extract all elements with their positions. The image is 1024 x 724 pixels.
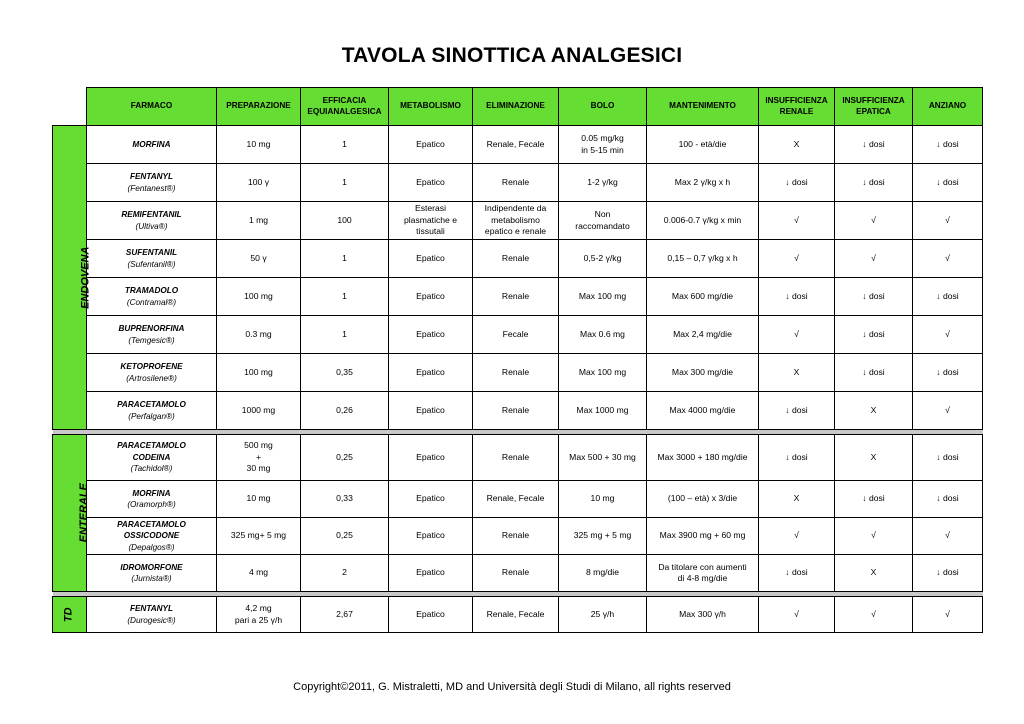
cell-efficacia: 2,67 bbox=[301, 597, 389, 633]
table-row bbox=[53, 597, 983, 633]
cell-metabolismo: Epatico bbox=[389, 555, 473, 592]
cell-eliminazione: Indipendente da metabolismo epatico e renale bbox=[473, 202, 559, 240]
cell-efficacia: 0,33 bbox=[301, 481, 389, 518]
cell-bolo: 1-2 γ/kg bbox=[559, 164, 647, 202]
table-row bbox=[53, 481, 983, 518]
drug-cell bbox=[87, 518, 217, 555]
cell-efficacia: 0,26 bbox=[301, 392, 389, 430]
cell-bolo: Max 100 mg bbox=[559, 278, 647, 316]
cell-anziano: √ bbox=[913, 202, 983, 240]
cell-insufficienza-renale: ↓ dosi bbox=[759, 278, 835, 316]
drug-brand: (Tachidol®) bbox=[130, 464, 173, 474]
cell-insufficienza-epatica: X bbox=[835, 392, 913, 430]
cell-anziano: √ bbox=[913, 392, 983, 430]
cell-insufficienza-renale: √ bbox=[759, 597, 835, 633]
cell-preparazione: 50 γ bbox=[217, 240, 301, 278]
cell-insufficienza-renale: X bbox=[759, 126, 835, 164]
header-row bbox=[53, 88, 983, 126]
drug-name: BUPRENORFINA bbox=[118, 324, 185, 333]
route-group-endovena bbox=[53, 126, 92, 430]
drug-name: PARACETAMOLO CODEINA bbox=[117, 441, 186, 462]
cell-bolo: Max 0.6 mg bbox=[559, 316, 647, 354]
cell-preparazione: 100 mg bbox=[217, 354, 301, 392]
drug-name: TRAMADOLO bbox=[124, 286, 179, 295]
table-row bbox=[53, 278, 983, 316]
table-row bbox=[53, 392, 983, 430]
cell-efficacia: 1 bbox=[301, 240, 389, 278]
cell-eliminazione: Renale bbox=[473, 555, 559, 592]
table-row bbox=[53, 164, 983, 202]
cell-eliminazione: Renale, Fecale bbox=[473, 597, 559, 633]
cell-metabolismo: Epatico bbox=[389, 164, 473, 202]
cell-insufficienza-renale: √ bbox=[759, 518, 835, 555]
cell-bolo: 25 γ/h bbox=[559, 597, 647, 633]
table-row bbox=[53, 126, 983, 164]
drug-name: PARACETAMOLO bbox=[117, 400, 186, 409]
cell-eliminazione: Renale bbox=[473, 518, 559, 555]
cell-bolo: 8 mg/die bbox=[559, 555, 647, 592]
header-insufficienza-renale: INSUFFICIENZA RENALE bbox=[759, 88, 835, 126]
cell-efficacia: 1 bbox=[301, 126, 389, 164]
drug-brand: (Fentanest®) bbox=[127, 183, 176, 193]
cell-preparazione: 4,2 mg pari a 25 γ/h bbox=[217, 597, 301, 633]
cell-bolo: Max 1000 mg bbox=[559, 392, 647, 430]
cell-insufficienza-renale: X bbox=[759, 354, 835, 392]
cell-efficacia: 0,25 bbox=[301, 518, 389, 555]
cell-mantenimento: Max 300 γ/h bbox=[647, 597, 759, 633]
cell-eliminazione: Renale, Fecale bbox=[473, 481, 559, 518]
cell-eliminazione: Renale bbox=[473, 278, 559, 316]
header-efficacia: EFFICACIA EQUIANALGESICA bbox=[301, 88, 389, 126]
cell-mantenimento: Max 4000 mg/die bbox=[647, 392, 759, 430]
cell-anziano: √ bbox=[913, 518, 983, 555]
cell-insufficienza-renale: ↓ dosi bbox=[759, 435, 835, 481]
drug-name: FENTANYL bbox=[129, 604, 174, 613]
table-row bbox=[53, 518, 983, 555]
drug-cell bbox=[87, 316, 217, 354]
table-row bbox=[53, 555, 983, 592]
drug-cell bbox=[87, 164, 217, 202]
drug-name: MORFINA bbox=[132, 139, 171, 149]
cell-metabolismo: Epatico bbox=[389, 278, 473, 316]
cell-preparazione: 500 mg + 30 mg bbox=[217, 435, 301, 481]
cell-efficacia: 0,25 bbox=[301, 435, 389, 481]
drug-name: PARACETAMOLO OSSICODONE bbox=[117, 519, 186, 541]
route-label: ENTERALE bbox=[77, 483, 90, 543]
cell-metabolismo: Epatico bbox=[389, 240, 473, 278]
cell-efficacia: 2 bbox=[301, 555, 389, 592]
cell-metabolismo: Esterasi plasmatiche e tissutali bbox=[389, 202, 473, 240]
cell-eliminazione: Renale bbox=[473, 435, 559, 481]
route-label: TD bbox=[62, 607, 75, 622]
cell-metabolismo: Epatico bbox=[389, 126, 473, 164]
drug-cell bbox=[87, 555, 217, 592]
route-group-enterale bbox=[53, 435, 90, 592]
header-insufficienza-epatica: INSUFFICIENZA EPATICA bbox=[835, 88, 913, 126]
cell-bolo: Non raccomandato bbox=[559, 202, 647, 240]
cell-mantenimento: Max 2,4 mg/die bbox=[647, 316, 759, 354]
route-label: ENDOVENA bbox=[79, 246, 92, 309]
cell-bolo: Max 500 + 30 mg bbox=[559, 435, 647, 481]
cell-metabolismo: Epatico bbox=[389, 481, 473, 518]
cell-insufficienza-renale: ↓ dosi bbox=[759, 164, 835, 202]
cell-efficacia: 1 bbox=[301, 316, 389, 354]
drug-brand: (Depalgos®) bbox=[128, 542, 175, 552]
cell-efficacia: 100 bbox=[301, 202, 389, 240]
cell-mantenimento: 0,15 – 0,7 γ/kg x h bbox=[647, 240, 759, 278]
header-metabolismo: METABOLISMO bbox=[389, 88, 473, 126]
cell-insufficienza-renale: ↓ dosi bbox=[759, 392, 835, 430]
cell-metabolismo: Epatico bbox=[389, 392, 473, 430]
cell-anziano: ↓ dosi bbox=[913, 278, 983, 316]
header-eliminazione: ELIMINAZIONE bbox=[473, 88, 559, 126]
cell-preparazione: 100 γ bbox=[217, 164, 301, 202]
cell-insufficienza-epatica: ↓ dosi bbox=[835, 481, 913, 518]
drug-cell bbox=[87, 481, 217, 518]
cell-efficacia: 0,35 bbox=[301, 354, 389, 392]
route-group-td bbox=[53, 597, 87, 633]
analgesics-table bbox=[52, 87, 983, 633]
header-preparazione: PREPARAZIONE bbox=[217, 88, 301, 126]
drug-cell bbox=[87, 278, 217, 316]
header-mantenimento: MANTENIMENTO bbox=[647, 88, 759, 126]
cell-metabolismo: Epatico bbox=[389, 435, 473, 481]
drug-brand: (Sufentanil®) bbox=[127, 259, 176, 269]
cell-eliminazione: Renale bbox=[473, 392, 559, 430]
cell-bolo: 10 mg bbox=[559, 481, 647, 518]
cell-insufficienza-epatica: √ bbox=[835, 518, 913, 555]
drug-brand: (Jurnista®) bbox=[131, 574, 172, 583]
cell-eliminazione: Fecale bbox=[473, 316, 559, 354]
cell-anziano: √ bbox=[913, 240, 983, 278]
copyright-footer: Copyright©2011, G. Mistraletti, MD and Università degli Studi di Milano, all rights reserved bbox=[293, 681, 731, 693]
drug-cell bbox=[87, 597, 217, 633]
cell-eliminazione: Renale bbox=[473, 240, 559, 278]
header-anziano: ANZIANO bbox=[913, 88, 983, 126]
cell-preparazione: 1 mg bbox=[217, 202, 301, 240]
cell-metabolismo: Epatico bbox=[389, 518, 473, 555]
cell-anziano: ↓ dosi bbox=[913, 435, 983, 481]
drug-name: SUFENTANIL bbox=[125, 248, 178, 257]
drug-brand: (Durogesic®) bbox=[127, 615, 176, 625]
cell-preparazione: 10 mg bbox=[217, 126, 301, 164]
drug-name: FENTANYL bbox=[129, 172, 174, 181]
cell-insufficienza-renale: X bbox=[759, 481, 835, 518]
header-corner bbox=[53, 88, 87, 126]
drug-brand: (Temgesic®) bbox=[128, 335, 175, 345]
cell-insufficienza-epatica: ↓ dosi bbox=[835, 164, 913, 202]
cell-insufficienza-epatica: ↓ dosi bbox=[835, 126, 913, 164]
cell-anziano: √ bbox=[913, 316, 983, 354]
cell-insufficienza-renale: √ bbox=[759, 316, 835, 354]
cell-bolo: 325 mg + 5 mg bbox=[559, 518, 647, 555]
cell-insufficienza-epatica: √ bbox=[835, 597, 913, 633]
drug-name: REMIFENTANIL bbox=[121, 210, 182, 219]
cell-bolo: 0,5-2 γ/kg bbox=[559, 240, 647, 278]
drug-brand: (Artrosilene®) bbox=[126, 373, 177, 383]
drug-cell bbox=[87, 392, 217, 430]
drug-cell bbox=[87, 202, 217, 240]
cell-insufficienza-epatica: √ bbox=[835, 240, 913, 278]
page-title: TAVOLA SINOTTICA ANALGESICI bbox=[341, 44, 683, 67]
table-row bbox=[53, 435, 983, 481]
cell-insufficienza-epatica: ↓ dosi bbox=[835, 354, 913, 392]
cell-insufficienza-epatica: X bbox=[835, 435, 913, 481]
cell-eliminazione: Renale bbox=[473, 164, 559, 202]
cell-preparazione: 325 mg+ 5 mg bbox=[217, 518, 301, 555]
cell-anziano: ↓ dosi bbox=[913, 126, 983, 164]
drug-cell bbox=[87, 126, 217, 164]
cell-anziano: ↓ dosi bbox=[913, 354, 983, 392]
drug-cell bbox=[87, 354, 217, 392]
cell-preparazione: 100 mg bbox=[217, 278, 301, 316]
cell-preparazione: 4 mg bbox=[217, 555, 301, 592]
header-farmaco: FARMACO bbox=[87, 88, 217, 126]
cell-preparazione: 1000 mg bbox=[217, 392, 301, 430]
cell-mantenimento: 0.006-0.7 γ/kg x min bbox=[647, 202, 759, 240]
table-row bbox=[53, 316, 983, 354]
cell-insufficienza-renale: √ bbox=[759, 202, 835, 240]
cell-bolo: 0.05 mg/kg in 5-15 min bbox=[559, 126, 647, 164]
cell-metabolismo: Epatico bbox=[389, 316, 473, 354]
cell-insufficienza-epatica: ↓ dosi bbox=[835, 278, 913, 316]
cell-anziano: ↓ dosi bbox=[913, 555, 983, 592]
drug-name: KETOPROFENE bbox=[120, 362, 183, 371]
cell-efficacia: 1 bbox=[301, 164, 389, 202]
drug-name: MORFINA bbox=[132, 488, 171, 498]
cell-mantenimento: Max 3000 + 180 mg/die bbox=[647, 435, 759, 481]
cell-metabolismo: Epatico bbox=[389, 597, 473, 633]
cell-mantenimento: Max 600 mg/die bbox=[647, 278, 759, 316]
drug-cell bbox=[87, 240, 217, 278]
cell-insufficienza-renale: √ bbox=[759, 240, 835, 278]
drug-brand: (Ultiva®) bbox=[135, 221, 168, 231]
cell-eliminazione: Renale, Fecale bbox=[473, 126, 559, 164]
cell-mantenimento: Max 2 γ/kg x h bbox=[647, 164, 759, 202]
cell-insufficienza-renale: ↓ dosi bbox=[759, 555, 835, 592]
cell-mantenimento: Da titolare con aumenti di 4-8 mg/die bbox=[647, 555, 759, 592]
cell-mantenimento: (100 – età) x 3/die bbox=[647, 481, 759, 518]
header-bolo: BOLO bbox=[559, 88, 647, 126]
cell-anziano: ↓ dosi bbox=[913, 164, 983, 202]
drug-brand: (Oramorph®) bbox=[127, 500, 176, 509]
cell-bolo: Max 100 mg bbox=[559, 354, 647, 392]
cell-mantenimento: Max 300 mg/die bbox=[647, 354, 759, 392]
cell-insufficienza-epatica: √ bbox=[835, 202, 913, 240]
cell-metabolismo: Epatico bbox=[389, 354, 473, 392]
cell-preparazione: 0.3 mg bbox=[217, 316, 301, 354]
table-row bbox=[53, 202, 983, 240]
cell-insufficienza-epatica: ↓ dosi bbox=[835, 316, 913, 354]
table-row bbox=[53, 240, 983, 278]
drug-brand: (Contramal®) bbox=[126, 297, 177, 307]
cell-mantenimento: Max 3900 mg + 60 mg bbox=[647, 518, 759, 555]
cell-anziano: ↓ dosi bbox=[913, 481, 983, 518]
cell-insufficienza-epatica: X bbox=[835, 555, 913, 592]
drug-brand: (Perfalgan®) bbox=[128, 411, 175, 421]
table-row bbox=[53, 354, 983, 392]
cell-mantenimento: 100 - età/die bbox=[647, 126, 759, 164]
drug-cell bbox=[87, 435, 217, 481]
cell-eliminazione: Renale bbox=[473, 354, 559, 392]
cell-efficacia: 1 bbox=[301, 278, 389, 316]
cell-preparazione: 10 mg bbox=[217, 481, 301, 518]
cell-anziano: √ bbox=[913, 597, 983, 633]
drug-name: IDROMORFONE bbox=[120, 562, 183, 572]
